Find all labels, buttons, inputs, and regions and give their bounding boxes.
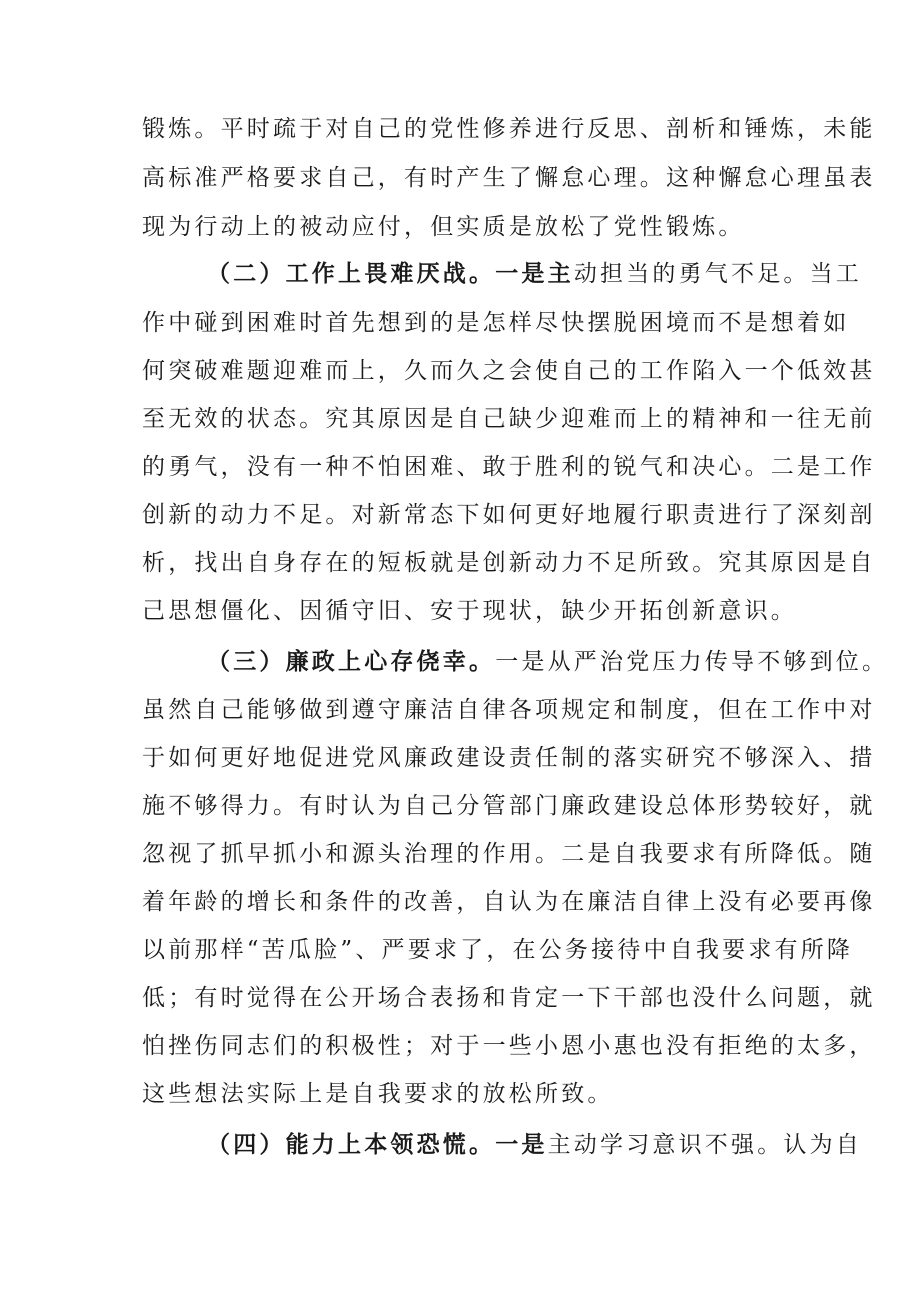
section-heading-line: （二）工作上畏难厌战。一是主动担当的勇气不足。当工 — [207, 260, 863, 287]
paragraph-line: 以前那样“苦瓜脸”、严要求了，在公务接待中自我要求有所降 — [142, 937, 854, 963]
paragraph-line: 的勇气，没有一种不怕困难、敢于胜利的锐气和决心。二是工作 — [142, 454, 876, 480]
section-heading-line: （四）能力上本领恐慌。一是主动学习意识不强。认为自 — [207, 1131, 863, 1158]
paragraph-line: 创新的动力不足。对新常态下如何更好地履行职责进行了深刻剖 — [142, 502, 876, 528]
paragraph-line: 忽视了抓早抓小和源头治理的作用。二是自我要求有所降低。随 — [142, 841, 876, 867]
paragraph-line: 现为行动上的被动应付，但实质是放松了党性锻炼。 — [142, 214, 745, 240]
paragraph-line: 虽然自己能够做到遵守廉洁自律各项规定和制度，但在工作中对 — [142, 697, 876, 723]
paragraph-line: 高标准严格要求自己，有时产生了懈怠心理。这种懈怠心理虽表 — [142, 165, 876, 191]
paragraph-line: 这些想法实际上是自我要求的放松所致。 — [142, 1081, 614, 1107]
section-heading-line: （三）廉政上心存侥幸。一是从严治党压力传导不够到位。 — [207, 648, 889, 675]
paragraph-line: 己思想僵化、因循守旧、安于现状，缺少开拓创新意识。 — [142, 598, 797, 624]
section-heading: （三）廉政上心存侥幸。 — [207, 648, 496, 675]
paragraph-line: 析，找出自身存在的短板就是创新动力不足所致。究其原因是自 — [142, 550, 876, 576]
paragraph-line: 锻炼。平时疏于对自己的党性修养进行反思、剖析和锤炼，未能 — [142, 116, 876, 142]
section-heading: （二）工作上畏难厌战。一是主 — [207, 260, 574, 287]
paragraph-line: 至无效的状态。究其原因是自己缺少迎难而上的精神和一往无前 — [142, 406, 876, 432]
paragraph-line: 怕挫伤同志们的积极性；对于一些小恩小惠也没有拒绝的太多， — [142, 1033, 876, 1059]
paragraph-line: 于如何更好地促进党风廉政建设责任制的落实研究不够深入、措 — [142, 745, 876, 771]
paragraph-line: 低；有时觉得在公开场合表扬和肯定一下干部也没什么问题，就 — [142, 985, 876, 1011]
section-heading: （四）能力上本领恐慌。一是 — [207, 1131, 548, 1158]
paragraph-line: 施不够得力。有时认为自己分管部门廉政建设总体形势较好，就 — [142, 793, 876, 819]
paragraph-line: 何突破难题迎难而上，久而久之会使自己的工作陷入一个低效甚 — [142, 358, 876, 384]
paragraph-line: 着年龄的增长和条件的改善，自认为在廉洁自律上没有必要再像 — [142, 889, 876, 915]
paragraph-line: 作中碰到困难时首先想到的是怎样尽快摆脱困境而不是想着如 — [142, 310, 850, 336]
